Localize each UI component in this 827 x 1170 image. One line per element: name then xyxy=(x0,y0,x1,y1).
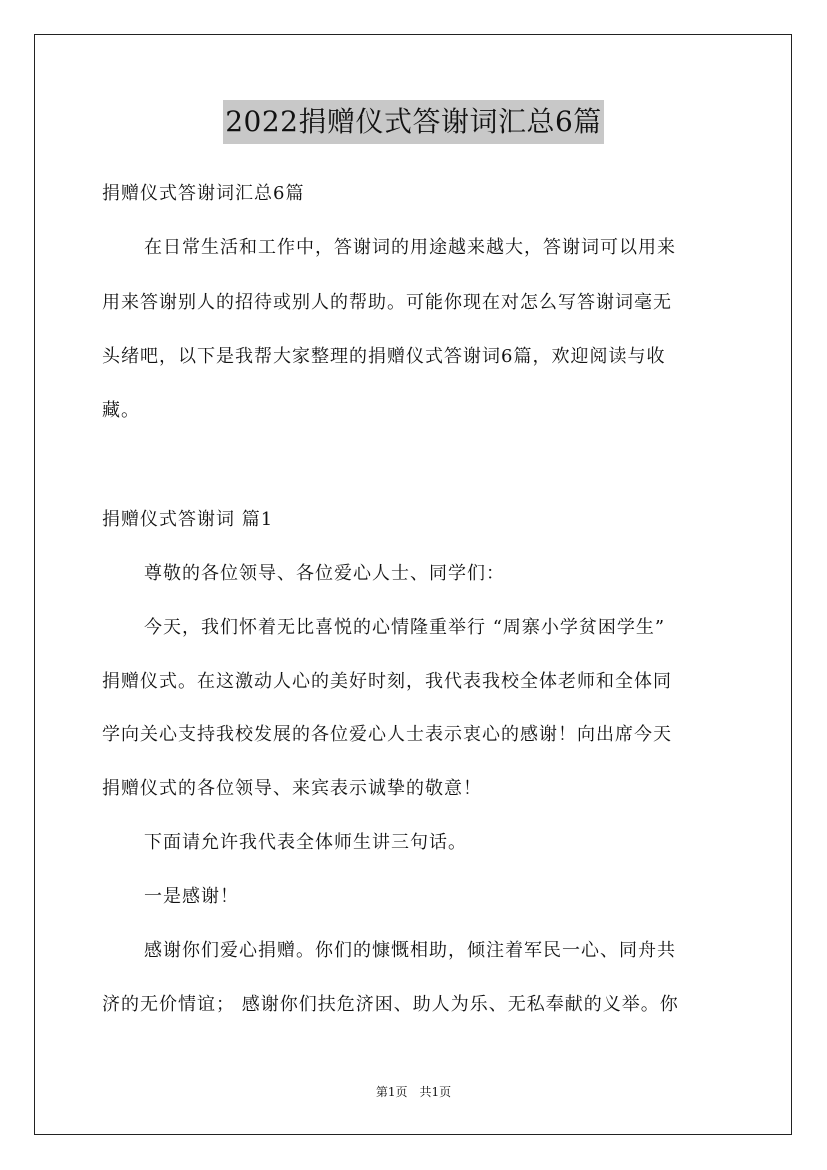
body-line: 学向关心支持我校发展的各位爱心人士表示衷心的感谢！向出席今天 xyxy=(102,724,672,745)
body-line: 捐赠仪式。在这激动人心的美好时刻，我代表我校全体老师和全体同 xyxy=(102,671,672,692)
body-line: 感谢你们爱心捐赠。你们的慷慨相助，倾注着军民一心、同舟共 xyxy=(144,940,676,961)
body-line: 一是感谢！ xyxy=(144,886,239,907)
document-title: 2022捐赠仪式答谢词汇总6篇 xyxy=(223,100,604,144)
page-footer: 第1页 共1页 xyxy=(375,1085,452,1099)
body-line: 尊敬的各位领导、各位爱心人士、同学们： xyxy=(144,563,505,584)
body-line: 今天，我们怀着无比喜悦的心情隆重举行 “周寨小学贫困学生” xyxy=(144,617,666,638)
intro-line: 头绪吧，以下是我帮大家整理的捐赠仪式答谢词6篇，欢迎阅读与收 xyxy=(102,346,666,367)
body-line: 捐赠仪式的各位领导、来宾表示诚挚的敬意！ xyxy=(102,778,482,799)
title-container xyxy=(0,100,827,144)
intro-line: 用来答谢别人的招待或别人的帮助。可能你现在对怎么写答谢词毫无 xyxy=(102,292,672,313)
section-heading: 捐赠仪式答谢词 篇1 xyxy=(102,509,274,530)
document-subtitle: 捐赠仪式答谢词汇总6篇 xyxy=(102,183,305,204)
intro-line: 藏。 xyxy=(102,400,140,421)
intro-line: 在日常生活和工作中，答谢词的用途越来越大，答谢词可以用来 xyxy=(144,237,676,258)
body-line: 下面请允许我代表全体师生讲三句话。 xyxy=(144,832,467,853)
body-line: 济的无价情谊； 感谢你们扶危济困、助人为乐、无私奉献的义举。你 xyxy=(102,994,679,1015)
